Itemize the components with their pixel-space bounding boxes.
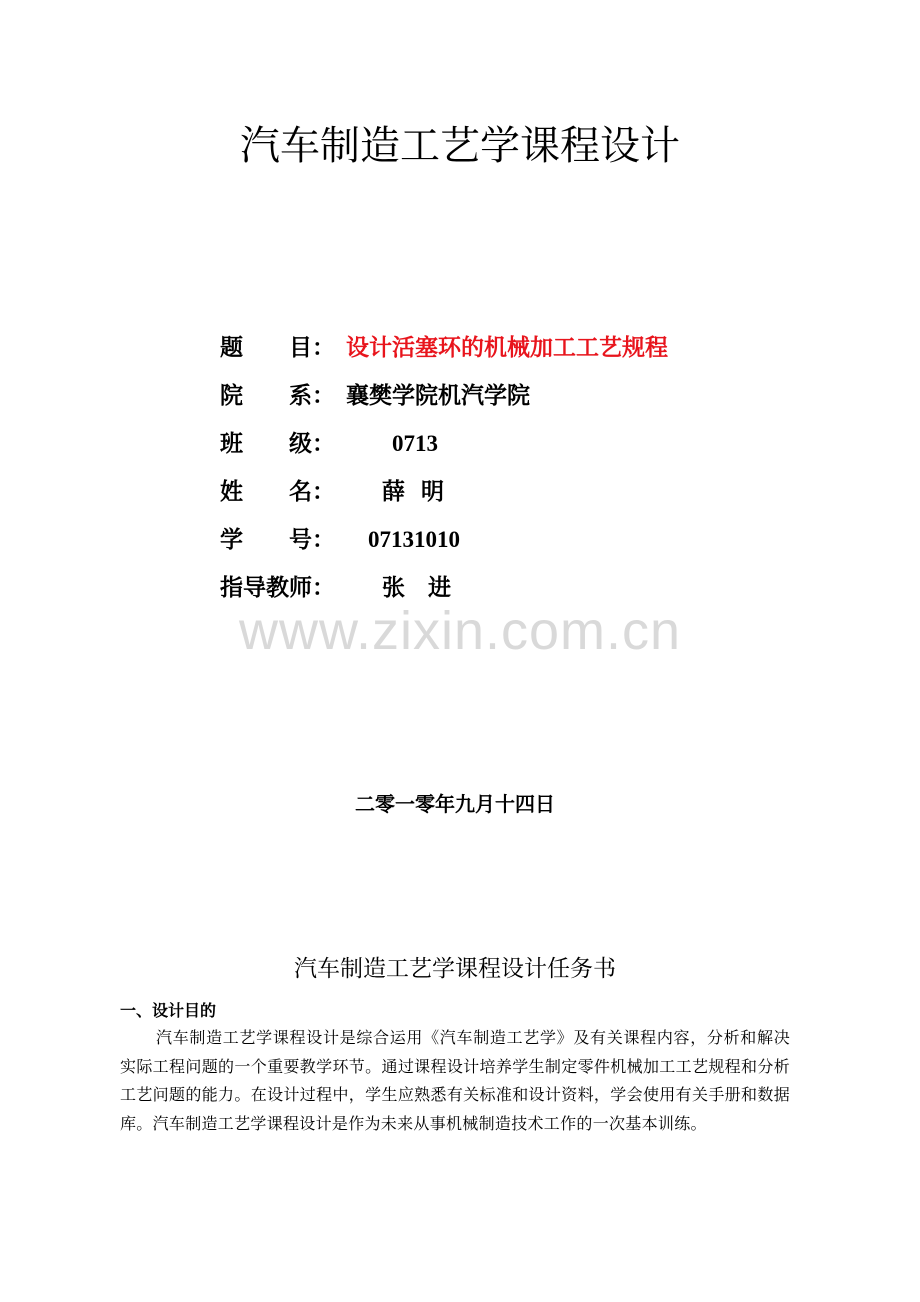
dept-value: 襄樊学院机汽学院: [346, 383, 530, 409]
cover-date: 二零一零年九月十四日: [355, 792, 555, 816]
topic-label: 题 目：: [220, 335, 335, 361]
name-label: 姓 名：: [220, 479, 335, 505]
task-book-title: 汽车制造工艺学课程设计任务书: [294, 956, 616, 982]
class-label: 班 级：: [220, 431, 335, 457]
advisor-label: 指导教师：: [220, 575, 335, 601]
id-label: 学 号：: [220, 527, 335, 553]
topic-value: 设计活塞环的机械加工工艺规程: [346, 335, 668, 361]
section-body-design-purpose: 汽车制造工艺学课程设计是综合运用《汽车制造工艺学》及有关课程内容，分析和解决实际工程问题的一个重要教学环节。通过课程设计培养学生制定零件机械加工工艺规程和分析工艺问题的能力。在设计过程中，学生应熟悉有关标准和设计资料，学会使用有关手册和数据库。汽车制造工艺学课程设计是作为未来从事机械制造技术工作的一次基本训练。: [120, 1028, 790, 1133]
section-heading-design-purpose: 一、设计目的: [120, 1001, 217, 1020]
advisor-value: 张 进: [382, 575, 451, 601]
name-value: 薛 明: [382, 479, 445, 505]
class-value: 0713: [392, 431, 438, 456]
dept-label: 院 系：: [220, 383, 335, 409]
id-value: 07131010: [368, 527, 460, 552]
cover-title: 汽车制造工艺学课程设计: [240, 123, 680, 169]
watermark-text: www.zixin.com.cn: [238, 601, 682, 661]
